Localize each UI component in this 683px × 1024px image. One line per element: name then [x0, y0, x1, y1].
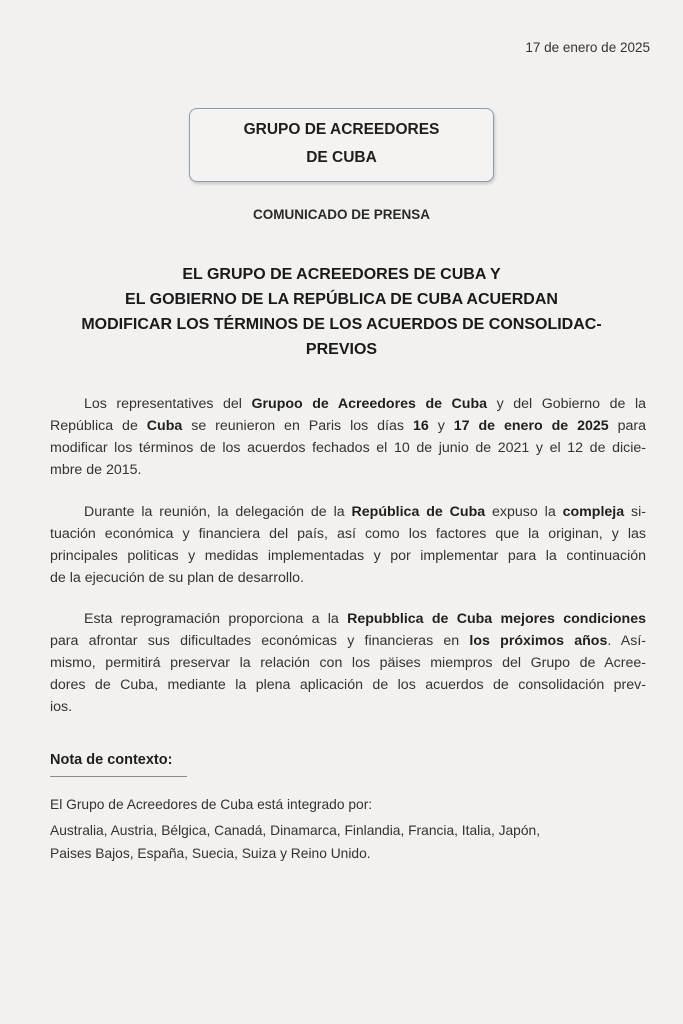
context-note-countries-2: Paises Bajos, España, Suecia, Suiza y Reino Unido.	[50, 846, 371, 861]
org-title-line-1: GRUPO DE ACREEDORES	[243, 121, 440, 138]
context-note-intro: El Grupo de Acreedores de Cuba está integrado por:	[50, 797, 373, 812]
paragraph-meeting: Los representatives del Grupoo de Acreedores de Cuba y del Gobierno de la República de Cuba se reunieron en Paris los días 16 y 17 de enero de 2025 para modificar los términos de los acuerdos fechados el 10 de junio de 2021 y el 12 de dicie- mbre de 2015.	[50, 396, 647, 478]
organization-title-box	[189, 108, 494, 182]
paragraph-rescheduling: Esta reprogramación proporciona a la Repubblica de Cuba mejores condiciones para afrontar sus dificultades económicas y financieras en los próximos años. Así- mismo, permitirá preservar la relación con los päises miempros del Grupo de Acree- dores de Cuba, mediante la plena aplicación de los acuerdos de consolidación prev- ios.	[50, 611, 647, 715]
headline-line-3: MODIFICAR LOS TÉRMINOS DE LOS ACUERDOS DE CONSOLIDAC-	[81, 316, 602, 333]
org-title-line-2: DE CUBA	[306, 149, 377, 166]
headline-line-2: EL GOBIERNO DE LA REPÚBLICA DE CUBA ACUERDAN	[125, 291, 558, 308]
context-note-underline	[50, 776, 187, 777]
headline-line-4: PREVIOS	[305, 341, 378, 358]
context-note-countries-1: Australia, Austria, Bélgica, Canadá, Dinamarca, Finlandia, Francia, Italia, Japón,	[50, 823, 541, 838]
paragraph-delegation: Durante la reunión, la delegación de la República de Cuba expuso la compleja si- tuación económica y financiera del país, así como los factores que la originan, y las principales politicas y medidas implementadas y por implementar para la continuación de la ejecución de su plan de desarrollo.	[50, 504, 646, 586]
context-note-heading: Nota de contexto:	[50, 752, 173, 768]
document-subtitle: COMUNICADO DE PRENSA	[252, 207, 430, 222]
headline-line-1: EL GRUPO DE ACREEDORES DE CUBA Y	[182, 266, 501, 283]
release-date: 17 de enero de 2025	[525, 40, 650, 55]
